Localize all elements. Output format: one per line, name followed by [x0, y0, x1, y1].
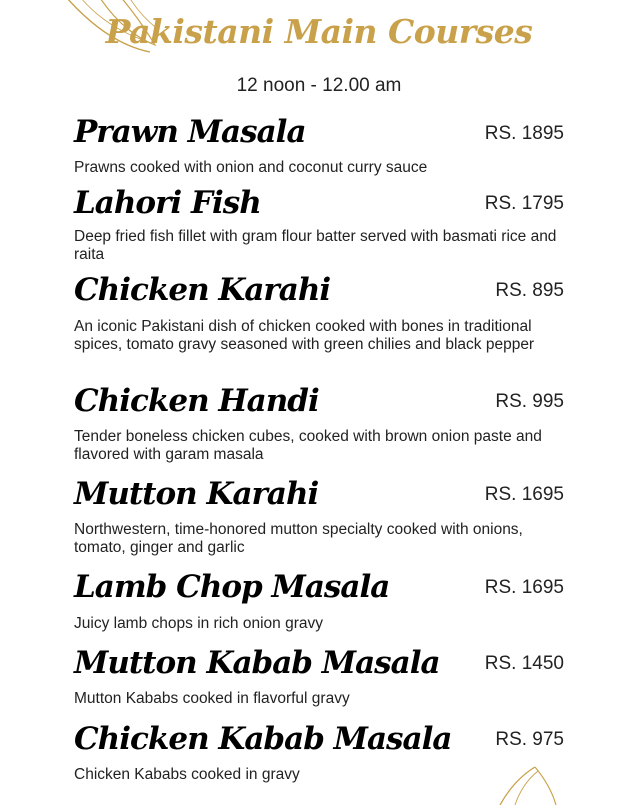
dish-name: Chicken Kabab Masala: [74, 721, 452, 757]
dish-name: Lahori Fish: [74, 185, 261, 221]
opening-hours: 12 noon - 12.00 am: [236, 75, 402, 96]
leaf-flourish-icon: [490, 765, 570, 805]
dish-description: Chicken Kababs cooked in gravy: [74, 766, 300, 783]
dish-price: RS. 1695: [484, 577, 564, 598]
dish-name: Mutton Kabab Masala: [74, 645, 440, 681]
dish-name: Mutton Karahi: [74, 476, 319, 512]
dish-name: Chicken Handi: [74, 383, 319, 419]
dish-description: Tender boneless chicken cubes, cooked with brown onion paste and flavored with garam masala: [74, 428, 542, 463]
dish-description: Prawns cooked with onion and coconut curry sauce: [74, 159, 428, 176]
dish-description: Deep fried fish fillet with gram flour batter served with basmati rice and raita: [74, 228, 557, 263]
dish-description: Northwestern, time-honored mutton specialty cooked with onions, tomato, ginger and garlic: [74, 521, 523, 556]
dish-price: RS. 1450: [484, 653, 564, 674]
dish-price: RS. 1895: [484, 123, 564, 144]
dish-price: RS. 975: [495, 729, 564, 750]
dish-price: RS. 895: [495, 280, 564, 301]
dish-name: Lamb Chop Masala: [74, 569, 390, 605]
dish-price: RS. 1695: [484, 484, 564, 505]
dish-name: Prawn Masala: [74, 114, 306, 150]
dish-description: Juicy lamb chops in rich onion gravy: [74, 615, 323, 632]
dish-name: Chicken Karahi: [74, 272, 331, 308]
dish-description: An iconic Pakistani dish of chicken cooked with bones in traditional spices, tomato gravy seasoned with green chilies and black pepper: [74, 318, 535, 353]
dish-price: RS. 1795: [484, 193, 564, 214]
dish-description: Mutton Kababs cooked in flavorful gravy: [74, 690, 350, 707]
dish-price: RS. 995: [495, 391, 564, 412]
page-title: Pakistani Main Courses: [105, 12, 533, 51]
